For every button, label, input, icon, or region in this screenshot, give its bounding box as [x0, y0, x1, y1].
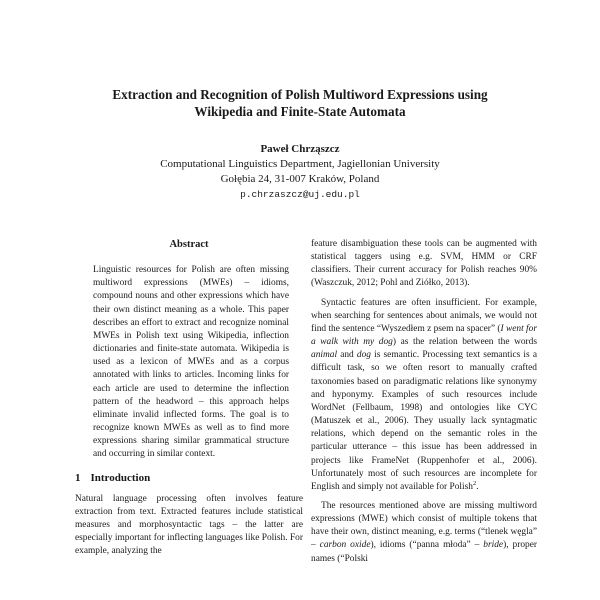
paragraph-3: The resources mentioned above are missing multiword expressions (MWE) which consist of multiple tokens that have their own, distinct meaning, e.g. terms (“tlenek węgla” – carbon oxide), idioms (“panna młoda” – bride), proper names (“Polski [311, 500, 537, 564]
abstract-text: Linguistic resources for Polish are often missing multiword expressions (MWEs) – idioms, compound nouns and other expressions which have their own distinct meaning as a whole. This paper describes an effort to extract and recognize nominal MWEs in Polish text using Wikipedia, inflection dictionaries and finite-state automata. Wikipedia is used as a lexicon of MWEs and as a corpus annotated with links to articles. Incoming links for each article are used to determine the inflection pattern of the headword – this approach helps eliminate invalid inflected forms. The goal is to recognize known MWEs as well as to find more expressions sharing similar grammatical structure and occurring in similar context. [93, 265, 289, 460]
section-title: Introduction [90, 471, 151, 484]
paragraph-2: Syntactic features are often insufficient. For example, when searching for sentences about animals, we would not find the sentence “Wyszedłem z psem na spacer” (I went for a walk with my dog) as the relation between the words animal and dog is semantic. Processing text semantics is a difficult task, so we often resort to manually crafted taxonomies based on paradigmatic relations like synonymy and hyponymy. Examples of such resources include WordNet (Fellbaum, 1998) and ontologies like CYC (Matuszek et al., 2006). They usually lack syntagmatic relations, which depend on the semantic roles in the particular utterance – this issue has been addressed in projects like FrameNet (Ruppenhofer et al., 2006). Unfortunately most of such resources are incomplete for English and simply not available for Polish$^2$. [311, 297, 537, 492]
abstract-heading: Abstract [169, 239, 209, 250]
title-line-1: Extraction and Recognition of Polish Multiword Expressions using [112, 87, 488, 102]
right-column [311, 238, 537, 572]
paper-title [60, 86, 540, 120]
left-column [75, 238, 303, 564]
author-block [60, 142, 540, 202]
paragraph-1: feature disambiguation these tools can be augmented with statistical taggers using e.g. SVM, HMM or CRF classifiers. Their current accuracy for Polish reaches 90% (Waszczuk, 2012; Pohl and Ziółko, 2013). [311, 239, 537, 289]
footnote-marker[interactable]: 2 [472, 479, 477, 487]
author-name: Paweł Chrząszcz [260, 143, 340, 155]
introduction-paragraph: Natural language processing often involves feature extraction from text. Extracted features include statistical measures and morphosyntactic tags – the latter are especially important for inflecting languages like Polish. For example, analyzing the [75, 493, 303, 557]
title-line-2: Wikipedia and Finite-State Automata [194, 104, 406, 119]
section-heading-introduction [75, 472, 303, 485]
section-number: 1 [75, 471, 81, 484]
author-address: Gołębia 24, 31-007 Kraków, Poland [220, 173, 380, 185]
author-email[interactable]: p.chrzaszcz@uj.edu.pl [240, 189, 360, 200]
author-affiliation: Computational Linguistics Department, Jagiellonian University [160, 158, 440, 170]
